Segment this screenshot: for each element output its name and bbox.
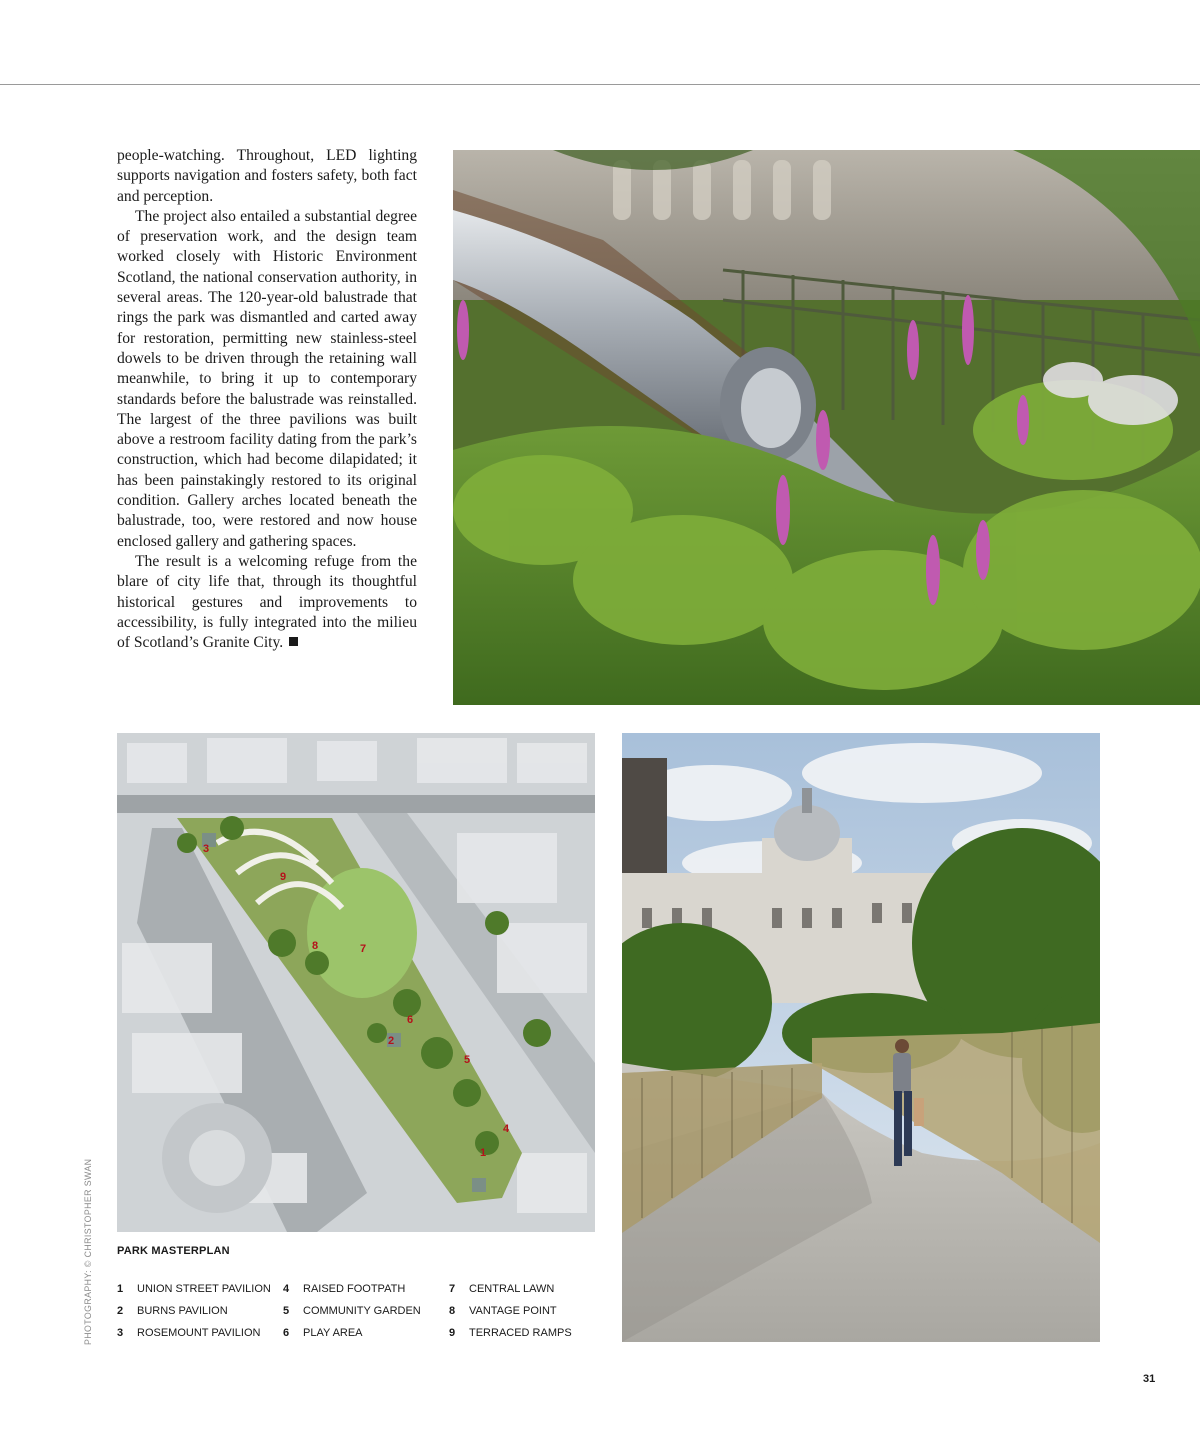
legend-item bbox=[449, 1305, 557, 1317]
legend-item bbox=[283, 1283, 405, 1295]
paragraph-3 bbox=[117, 552, 417, 653]
legend-number: 3 bbox=[117, 1327, 124, 1339]
map-marker-8: 8 bbox=[312, 940, 319, 952]
map-marker-3: 3 bbox=[203, 843, 210, 855]
park-masterplan-map bbox=[117, 733, 595, 1232]
slide-photo bbox=[453, 150, 1200, 705]
end-mark bbox=[289, 637, 298, 646]
legend-item bbox=[449, 1283, 554, 1295]
map-marker-1: 1 bbox=[480, 1147, 487, 1159]
legend-item bbox=[449, 1327, 572, 1339]
paragraph-3-text: The result is a welcoming refuge from the blare of city life that, through its thoughtful historical gestures and improvements to accessibility, is fully integrated into the milieu of Scotland’s Granite City. bbox=[117, 552, 417, 652]
masterplan-title: PARK MASTERPLAN bbox=[117, 1245, 230, 1257]
map-marker-5: 5 bbox=[464, 1054, 471, 1066]
legend-item bbox=[283, 1327, 363, 1339]
article-body bbox=[117, 146, 417, 653]
map-marker-2: 2 bbox=[388, 1035, 395, 1047]
legend-number: 8 bbox=[449, 1305, 456, 1317]
top-rule bbox=[0, 84, 1200, 85]
paragraph-2: The project also entailed a substantial degree of preservation work, and the design team worked closely with Historic Environment Scotland, the national conservation authority, in several areas. The 120-year-old balustrade that rings the park was dismantled and carted away for restoration, permitting new stainless-steel dowels to be driven through the retaining wall meanwhile, to bring it up to contemporary standards before the balustrade was reinstalled. The largest of the three pavilions was built above a restroom facility dating from the park’s construction, which had become dilapidated; it has been painstakingly restored to its original condition. Gallery arches located beneath the balustrade, too, were restored and now house enclosed gallery and gathering spaces. bbox=[117, 207, 417, 550]
legend-label: BURNS PAVILION bbox=[137, 1305, 228, 1317]
legend-label: TERRACED RAMPS bbox=[469, 1327, 572, 1339]
legend-label: ROSEMOUNT PAVILION bbox=[137, 1327, 261, 1339]
legend-number: 6 bbox=[283, 1327, 290, 1339]
legend-item bbox=[117, 1327, 260, 1339]
map-marker-6: 6 bbox=[407, 1014, 414, 1026]
legend-item bbox=[283, 1305, 421, 1317]
legend-label: CENTRAL LAWN bbox=[469, 1283, 555, 1295]
legend-number: 9 bbox=[449, 1327, 456, 1339]
map-marker-7: 7 bbox=[360, 943, 367, 955]
legend-item bbox=[117, 1283, 271, 1295]
raised-footpath-photo bbox=[622, 733, 1100, 1342]
page-number: 31 bbox=[1143, 1373, 1156, 1385]
paragraph-1: people-watching. Throughout, LED lighting supports navigation and fosters safety, both fact and perception. bbox=[117, 147, 417, 205]
photo-credit: PHOTOGRAPHY: © CHRISTOPHER SWAN bbox=[83, 1158, 93, 1345]
legend-number: 2 bbox=[117, 1305, 124, 1317]
legend-number: 5 bbox=[283, 1305, 290, 1317]
legend-label: COMMUNITY GARDEN bbox=[303, 1305, 421, 1317]
legend-number: 4 bbox=[283, 1283, 290, 1295]
map-marker-4: 4 bbox=[503, 1123, 510, 1135]
legend-label: VANTAGE POINT bbox=[469, 1305, 557, 1317]
legend-label: PLAY AREA bbox=[303, 1327, 363, 1339]
map-marker-9: 9 bbox=[280, 871, 287, 883]
legend-label: RAISED FOOTPATH bbox=[303, 1283, 406, 1295]
legend-label: UNION STREET PAVILION bbox=[137, 1283, 271, 1295]
legend-item bbox=[117, 1305, 228, 1317]
legend-number: 7 bbox=[449, 1283, 456, 1295]
legend-number: 1 bbox=[117, 1283, 124, 1295]
